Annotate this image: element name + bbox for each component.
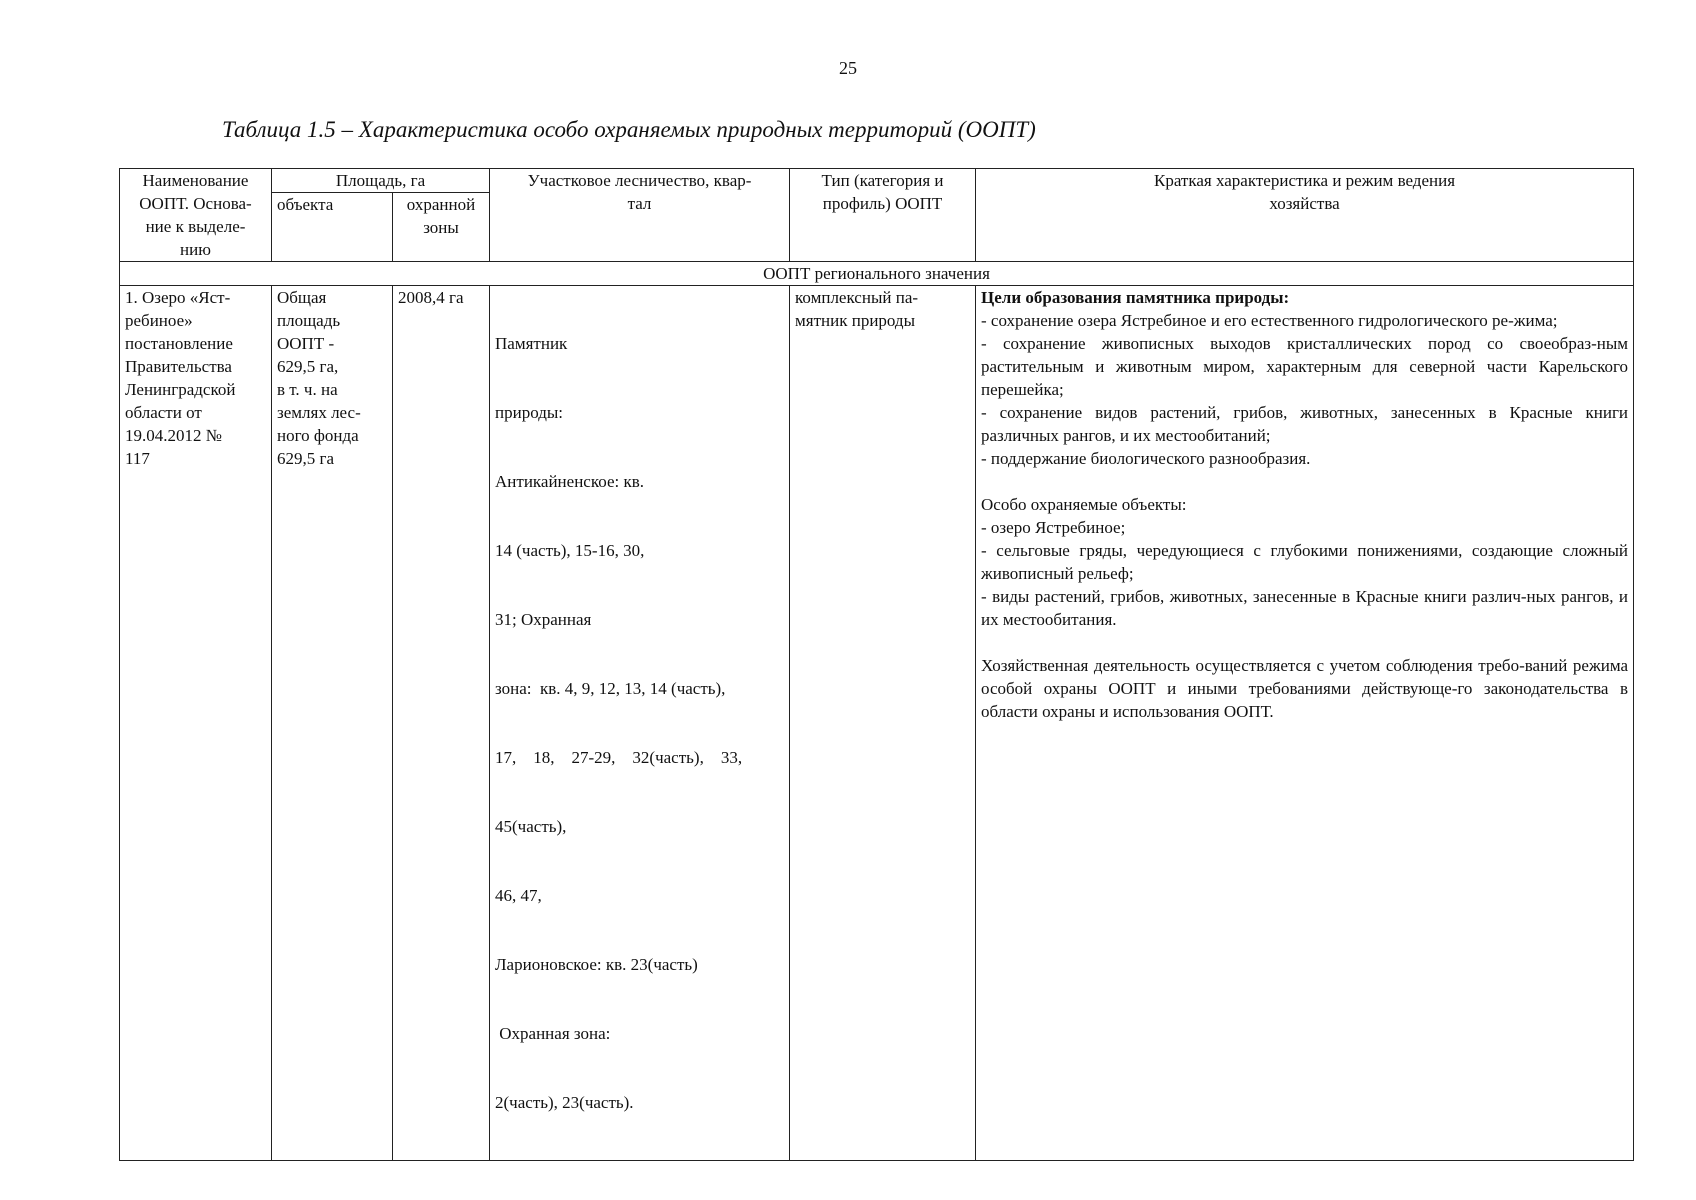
header-description: Краткая характеристика и режим ведения хозяйства — [976, 169, 1634, 262]
economy-text: Хозяйственная деятельность осуществляется с учетом соблюдения требо-ваний режима особой охраны ООПТ и иными требованиями действующе-го законодательства в области охраны и использования ООПТ. — [981, 656, 1629, 721]
header-area: Площадь, га — [272, 169, 490, 193]
page-number: 25 — [839, 58, 857, 78]
cell-forestry: Памятник природы: Антикайненское: кв. 14 (часть), 15-16, 30, 31; Охранная зона: кв. 4, 9, 12, 13, 14 (часть), 17, 18, 27-29, 32(часть), 33, 45(часть), 46, 47, Ларионовское: кв. 23(часть) Охранная зона: 2(часть), 23(часть). — [490, 286, 790, 1161]
goal-item: - сохранение видов растений, грибов, животных, занесенных в Красные книги различных рангов, и их местообитаний; — [981, 403, 1629, 445]
protected-item: - сельговые гряды, чередующиеся с глубокими понижениями, создающие сложный живописный рельеф; — [981, 541, 1629, 583]
cell-type: комплексный па- мятник природы — [790, 286, 976, 1161]
header-forestry: Участковое лесничество, квар- тал — [490, 169, 790, 262]
section-title: ООПТ регионального значения — [120, 262, 1634, 286]
header-area-buffer: охранной зоны — [393, 193, 490, 262]
goal-item: - поддержание биологического разнообразия. — [981, 449, 1311, 468]
header-type: Тип (категория и профиль) ООПТ — [790, 169, 976, 262]
table-header-row — [120, 169, 1634, 193]
protected-item: - озеро Ястребиное; — [981, 518, 1126, 537]
section-row — [120, 262, 1634, 286]
table-caption: Таблица 1.5 – Характеристика особо охраняемых природных территорий (ООПТ) — [222, 117, 1036, 142]
goal-item: - сохранение живописных выходов кристаллических пород со своеобраз-ным растительным и животным миром, характерным для северной части Карельского перешейка; — [981, 334, 1629, 399]
oopt-table — [119, 168, 1634, 1161]
cell-description — [976, 286, 1634, 1161]
cell-area-object: Общая площадь ООПТ - 629,5 га, в т. ч. на землях лес- ного фонда 629,5 га — [272, 286, 393, 1161]
header-name: Наименование ООПТ. Основа- ние к выделе- нию — [120, 169, 272, 262]
protected-item: - виды растений, грибов, животных, занесенные в Красные книги различ-ных рангов, и их местообитания. — [981, 587, 1629, 629]
goals-title: Цели образования памятника природы: — [981, 288, 1290, 307]
header-area-object: объекта — [272, 193, 393, 262]
cell-area-buffer: 2008,4 га — [393, 286, 490, 1161]
protected-title: Особо охраняемые объекты: — [981, 495, 1187, 514]
table-row — [120, 286, 1634, 1161]
goal-item: - сохранение озера Ястребиное и его естественного гидрологического ре-жима; — [981, 311, 1558, 330]
cell-name: 1. Озеро «Яст- ребиное» постановление Правительства Ленинградской области от 19.04.2012 № 117 — [120, 286, 272, 1161]
